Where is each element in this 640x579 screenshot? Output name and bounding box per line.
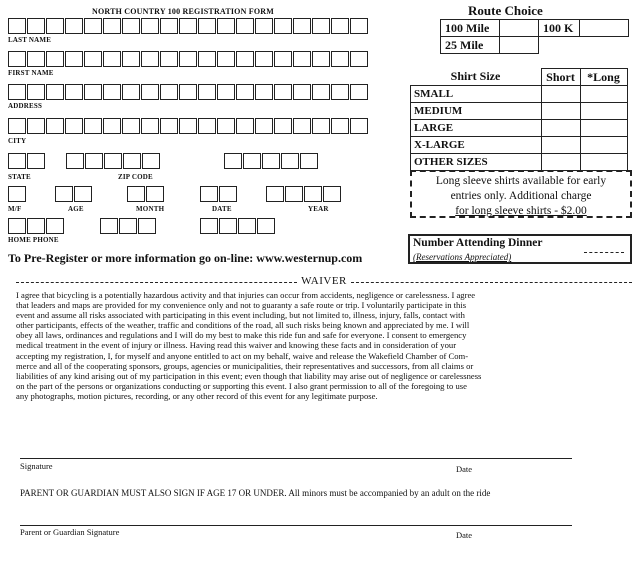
- route-choice-title: Route Choice: [468, 3, 543, 18]
- char-box[interactable]: [55, 186, 73, 202]
- char-box[interactable]: [27, 218, 45, 234]
- char-box[interactable]: [243, 153, 261, 169]
- waiver-line: other participants, effects of the weather, traffic and conditions of the road, all such risks being known and appreciated by me. I will: [16, 320, 470, 331]
- route-option-100-mile: 100 Mile: [441, 20, 500, 37]
- char-box[interactable]: [219, 186, 237, 202]
- char-box[interactable]: [65, 118, 83, 134]
- char-box[interactable]: [219, 218, 237, 234]
- zip-extension-field[interactable]: [224, 153, 319, 169]
- long-sleeve-note: [410, 170, 632, 218]
- dinner-label: Number Attending Dinner: [413, 237, 543, 249]
- birth-month-field[interactable]: [127, 186, 165, 202]
- shirt-size-title: Shirt Size: [411, 69, 542, 86]
- char-box[interactable]: [122, 18, 140, 34]
- waiver-line: merce and all of the cooperating sponsors, groups, agencies or municipalities, their representatives and successors, from all claims or: [16, 360, 474, 371]
- char-box[interactable]: [293, 118, 311, 134]
- char-box[interactable]: [119, 218, 137, 234]
- char-box[interactable]: [217, 51, 235, 67]
- birth-year-field[interactable]: [266, 186, 342, 202]
- char-box[interactable]: [46, 118, 64, 134]
- waiver-line: accepting my registration, I, for myself and anyone entitled to act on my behalf, waive and release the Wakefield Chamber of Com-: [16, 350, 469, 361]
- char-box[interactable]: [266, 186, 284, 202]
- route-check-100-mile[interactable]: [500, 20, 539, 37]
- char-box[interactable]: [142, 153, 160, 169]
- char-box[interactable]: [84, 18, 102, 34]
- waiver-line: obey all laws, ordinances and regulations and I will do my best to make this ride fun and safe for everyone. I consent to emergency: [16, 330, 467, 341]
- char-box[interactable]: [8, 218, 26, 234]
- route-option-100-k: 100 K: [539, 20, 580, 37]
- shirt-small-long[interactable]: [580, 86, 627, 103]
- shirt-medium-short[interactable]: [541, 103, 580, 120]
- char-box[interactable]: [293, 18, 311, 34]
- gender-label: M/F: [8, 205, 22, 213]
- char-box[interactable]: [217, 84, 235, 100]
- char-box[interactable]: [350, 18, 368, 34]
- char-box[interactable]: [293, 84, 311, 100]
- char-box[interactable]: [65, 51, 83, 67]
- guardian-notice: PARENT OR GUARDIAN MUST ALSO SIGN IF AGE 17 OR UNDER. All minors must be accompanied by an adult on the ride: [20, 488, 491, 498]
- char-box[interactable]: [274, 18, 292, 34]
- char-box[interactable]: [65, 18, 83, 34]
- waiver-line: liabilities of any kind arising out of my participation in this event; even though that liability may arise out of negligence or carelessness: [16, 370, 482, 381]
- char-box[interactable]: [323, 186, 341, 202]
- shirt-large-long[interactable]: [580, 120, 627, 137]
- char-box[interactable]: [255, 84, 273, 100]
- char-box[interactable]: [74, 186, 92, 202]
- char-box[interactable]: [84, 84, 102, 100]
- char-box[interactable]: [198, 51, 216, 67]
- gender-field[interactable]: [8, 186, 27, 202]
- zip-code-label: ZIP CODE: [118, 173, 153, 181]
- char-box[interactable]: [198, 18, 216, 34]
- birth-date-field[interactable]: [200, 186, 238, 202]
- waiver-line: that leaders and maps are provided for my convenience only and not to guaranty a safe route or trip. I voluntarily participate in this: [16, 300, 467, 311]
- char-box[interactable]: [122, 84, 140, 100]
- char-box[interactable]: [141, 84, 159, 100]
- zip-code-field[interactable]: [66, 153, 161, 169]
- char-box[interactable]: [160, 18, 178, 34]
- char-box[interactable]: [103, 118, 121, 134]
- char-box[interactable]: [236, 84, 254, 100]
- shirt-other-short[interactable]: [541, 154, 580, 171]
- char-box[interactable]: [122, 118, 140, 134]
- char-box[interactable]: [138, 218, 156, 234]
- char-box[interactable]: [200, 218, 218, 234]
- date-label: DATE: [212, 205, 232, 213]
- char-box[interactable]: [331, 51, 349, 67]
- city-label: CITY: [8, 137, 27, 145]
- char-box[interactable]: [160, 118, 178, 134]
- char-box[interactable]: [46, 84, 64, 100]
- char-box[interactable]: [236, 118, 254, 134]
- char-box[interactable]: [8, 153, 26, 169]
- phone-area-code-field[interactable]: [8, 218, 65, 234]
- shirt-other-long[interactable]: [580, 154, 627, 171]
- char-box[interactable]: [46, 18, 64, 34]
- shirt-size-medium: MEDIUM: [411, 103, 542, 120]
- char-box[interactable]: [331, 84, 349, 100]
- char-box[interactable]: [179, 18, 197, 34]
- char-box[interactable]: [217, 18, 235, 34]
- shirt-size-table: [410, 68, 628, 171]
- dinner-box: [408, 234, 632, 264]
- phone-prefix-field[interactable]: [100, 218, 157, 234]
- char-box[interactable]: [312, 84, 330, 100]
- char-box[interactable]: [65, 84, 83, 100]
- char-box[interactable]: [198, 118, 216, 134]
- waiver-heading: [16, 275, 632, 287]
- char-box[interactable]: [200, 186, 218, 202]
- signature-label: Signature: [20, 461, 53, 471]
- char-box[interactable]: [123, 153, 141, 169]
- char-box[interactable]: [350, 51, 368, 67]
- first-name-label: FIRST NAME: [8, 69, 54, 77]
- shirt-size-large: LARGE: [411, 120, 542, 137]
- shirt-size-other: OTHER SIZES: [411, 154, 542, 171]
- char-box[interactable]: [146, 186, 164, 202]
- state-label: STATE: [8, 173, 31, 181]
- char-box[interactable]: [141, 18, 159, 34]
- char-box[interactable]: [312, 118, 330, 134]
- shirt-size-small: SMALL: [411, 86, 542, 103]
- year-label: YEAR: [308, 205, 329, 213]
- preregister-text: To Pre-Register or more information go on-line: www.westernup.com: [8, 251, 363, 265]
- char-box[interactable]: [274, 84, 292, 100]
- char-box[interactable]: [8, 84, 26, 100]
- route-choice-table: [440, 19, 629, 54]
- route-check-100-k[interactable]: [580, 20, 629, 37]
- char-box[interactable]: [236, 18, 254, 34]
- char-box[interactable]: [103, 18, 121, 34]
- char-box[interactable]: [331, 18, 349, 34]
- char-box[interactable]: [300, 153, 318, 169]
- char-box[interactable]: [274, 118, 292, 134]
- char-box[interactable]: [236, 51, 254, 67]
- char-box[interactable]: [141, 51, 159, 67]
- first-name-field[interactable]: [8, 51, 369, 67]
- char-box[interactable]: [281, 153, 299, 169]
- signature-date-label: Date: [456, 464, 473, 474]
- char-box[interactable]: [198, 84, 216, 100]
- address-field[interactable]: [8, 84, 369, 100]
- shirt-xlarge-short[interactable]: [541, 137, 580, 154]
- guardian-date-label: Date: [456, 530, 473, 540]
- phone-line-field[interactable]: [200, 218, 276, 234]
- address-label: ADDRESS: [8, 102, 43, 110]
- char-box[interactable]: [312, 51, 330, 67]
- route-check-25-mile[interactable]: [500, 37, 539, 54]
- char-box[interactable]: [84, 51, 102, 67]
- shirt-medium-long[interactable]: [580, 103, 627, 120]
- char-box[interactable]: [103, 84, 121, 100]
- waiver-body: [16, 290, 614, 401]
- char-box[interactable]: [8, 51, 26, 67]
- char-box[interactable]: [8, 18, 26, 34]
- char-box[interactable]: [127, 186, 145, 202]
- char-box[interactable]: [160, 84, 178, 100]
- char-box[interactable]: [179, 51, 197, 67]
- long-sleeve-note-line: entries only. Additional charge: [450, 190, 592, 202]
- char-box[interactable]: [217, 118, 235, 134]
- char-box[interactable]: [312, 18, 330, 34]
- waiver-line: on the part of the persons or organizations conducting or supporting this event. I also grant permission to all of the foregoing to use: [16, 380, 467, 391]
- long-sleeve-note-line: Long sleeve shirts available for early: [435, 175, 607, 187]
- month-label: MONTH: [136, 205, 165, 213]
- age-field[interactable]: [55, 186, 93, 202]
- char-box[interactable]: [27, 153, 45, 169]
- char-box[interactable]: [27, 51, 45, 67]
- char-box[interactable]: [350, 84, 368, 100]
- char-box[interactable]: [331, 118, 349, 134]
- char-box[interactable]: [238, 218, 256, 234]
- last-name-field[interactable]: [8, 18, 369, 34]
- shirt-small-short[interactable]: [541, 86, 580, 103]
- char-box[interactable]: [224, 153, 242, 169]
- long-sleeve-note-line: for long sleeve shirts - $2.00: [455, 205, 587, 217]
- char-box[interactable]: [104, 153, 122, 169]
- char-box[interactable]: [27, 84, 45, 100]
- char-box[interactable]: [8, 118, 26, 134]
- char-box[interactable]: [255, 118, 273, 134]
- shirt-xlarge-long[interactable]: [580, 137, 627, 154]
- waiver-title: WAIVER: [301, 275, 347, 287]
- waiver-line: any photographs, motion pictures, recording, or any other record of this event for any legitimate purpose.: [16, 390, 378, 401]
- char-box[interactable]: [179, 84, 197, 100]
- route-option-25-mile: 25 Mile: [441, 37, 500, 54]
- last-name-label: LAST NAME: [8, 36, 52, 44]
- guardian-signature-line[interactable]: [20, 525, 572, 526]
- state-field[interactable]: [8, 153, 46, 169]
- char-box[interactable]: [255, 51, 273, 67]
- char-box[interactable]: [141, 118, 159, 134]
- char-box[interactable]: [85, 153, 103, 169]
- char-box[interactable]: [255, 18, 273, 34]
- char-box[interactable]: [179, 118, 197, 134]
- char-box[interactable]: [304, 186, 322, 202]
- char-box[interactable]: [160, 51, 178, 67]
- char-box[interactable]: [350, 118, 368, 134]
- guardian-signature-label: Parent or Guardian Signature: [20, 527, 120, 537]
- char-box[interactable]: [103, 51, 121, 67]
- char-box[interactable]: [257, 218, 275, 234]
- char-box[interactable]: [27, 18, 45, 34]
- char-box[interactable]: [274, 51, 292, 67]
- char-box[interactable]: [66, 153, 84, 169]
- home-phone-label: HOME PHONE: [8, 236, 59, 244]
- dinner-sub-label: (Reservations Appreciated): [413, 252, 512, 262]
- city-field[interactable]: [8, 118, 369, 134]
- shirt-col-short: Short: [541, 69, 580, 86]
- char-box[interactable]: [84, 118, 102, 134]
- shirt-col-long: *Long: [580, 69, 627, 86]
- shirt-size-xlarge: X-LARGE: [411, 137, 542, 154]
- form-title: NORTH COUNTRY 100 REGISTRATION FORM: [92, 7, 275, 16]
- signature-line[interactable]: [20, 458, 572, 459]
- char-box[interactable]: [122, 51, 140, 67]
- shirt-large-short[interactable]: [541, 120, 580, 137]
- char-box[interactable]: [293, 51, 311, 67]
- char-box[interactable]: [46, 51, 64, 67]
- char-box[interactable]: [262, 153, 280, 169]
- waiver-line: medical treatment in the event of injury or illness. Having read this waiver and knowing these facts and in consideration of your: [16, 340, 457, 351]
- waiver-line: event and assume all risks associated with participating in this event including, but not limited to, illness, injury, falls, contact with: [16, 310, 465, 321]
- char-box[interactable]: [285, 186, 303, 202]
- char-box[interactable]: [100, 218, 118, 234]
- char-box[interactable]: [8, 186, 26, 202]
- waiver-line: I agree that bicycling is a potentially hazardous activity and that injuries can occur from accidents, negligence or carelessness. I agree: [16, 290, 476, 300]
- char-box[interactable]: [46, 218, 64, 234]
- char-box[interactable]: [27, 118, 45, 134]
- dinner-count-field[interactable]: [584, 252, 624, 253]
- age-label: AGE: [68, 205, 84, 213]
